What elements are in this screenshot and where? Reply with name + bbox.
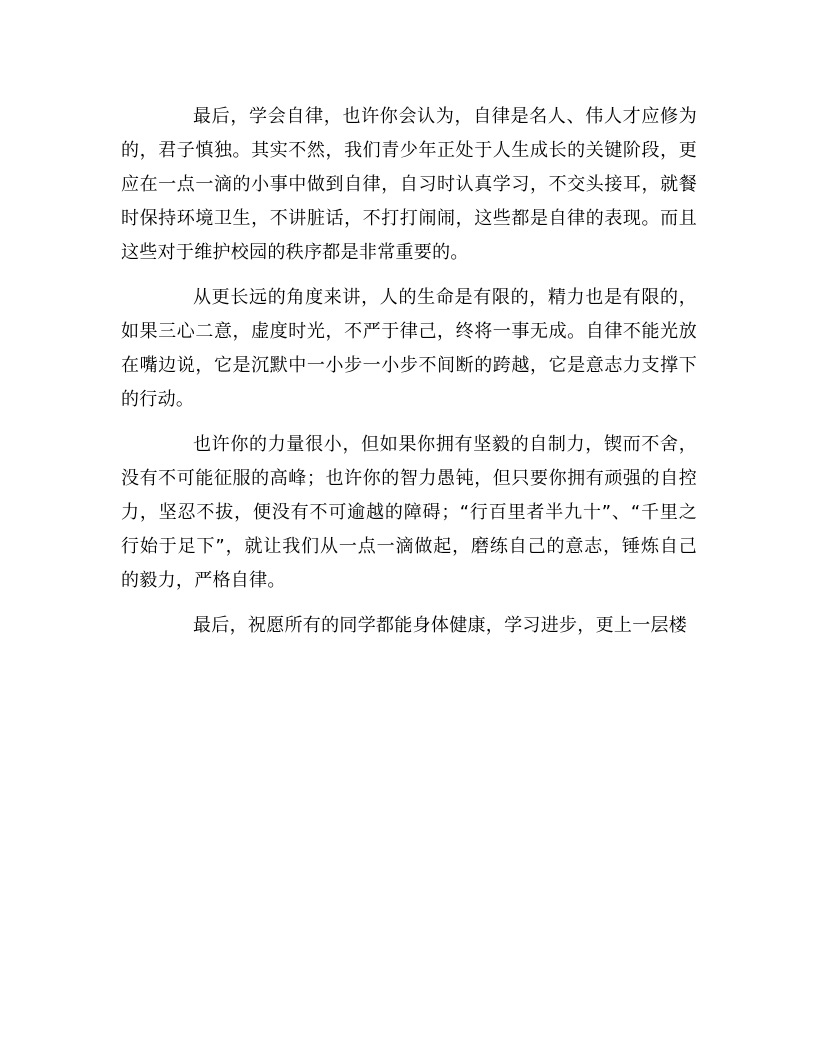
- document-body: [121, 100, 697, 654]
- paragraph-1: 最后，学会自律，也许你会认为，自律是名人、伟人才应修为的，君子慎独。其实不然，我们青少年正处于人生成长的关键阶段，更应在一点一滴的小事中做到自律，自习时认真学习，不交头接耳，就餐时保持环境卫生，不讲脏话，不打打闹闹，这些都是自律的表现。而且这些对于维护校园的秩序都是非常重要的。: [121, 106, 697, 263]
- paragraph-2: 从更长远的角度来讲，人的生命是有限的，精力也是有限的，如果三心二意，虚度时光，不严于律己，终将一事无成。自律不能光放在嘴边说，它是沉默中一小步一小步不间断的跨越，它是意志力支撑下的行动。: [121, 287, 697, 410]
- paragraph-4: 最后，祝愿所有的同学都能身体健康，学习进步，更上一层楼: [193, 615, 688, 636]
- paragraph-3: 也许你的力量很小，但如果你拥有坚毅的自制力，锲而不舍，没有不可能征服的高峰；也许你的智力愚钝，但只要你拥有顽强的自控力，坚忍不拔，便没有不可逾越的障碍；“行百里者半九十”、“千里之行始于足下”，就让我们从一点一滴做起，磨练自己的意志，锤炼自己的毅力，严格自律。: [121, 434, 697, 591]
